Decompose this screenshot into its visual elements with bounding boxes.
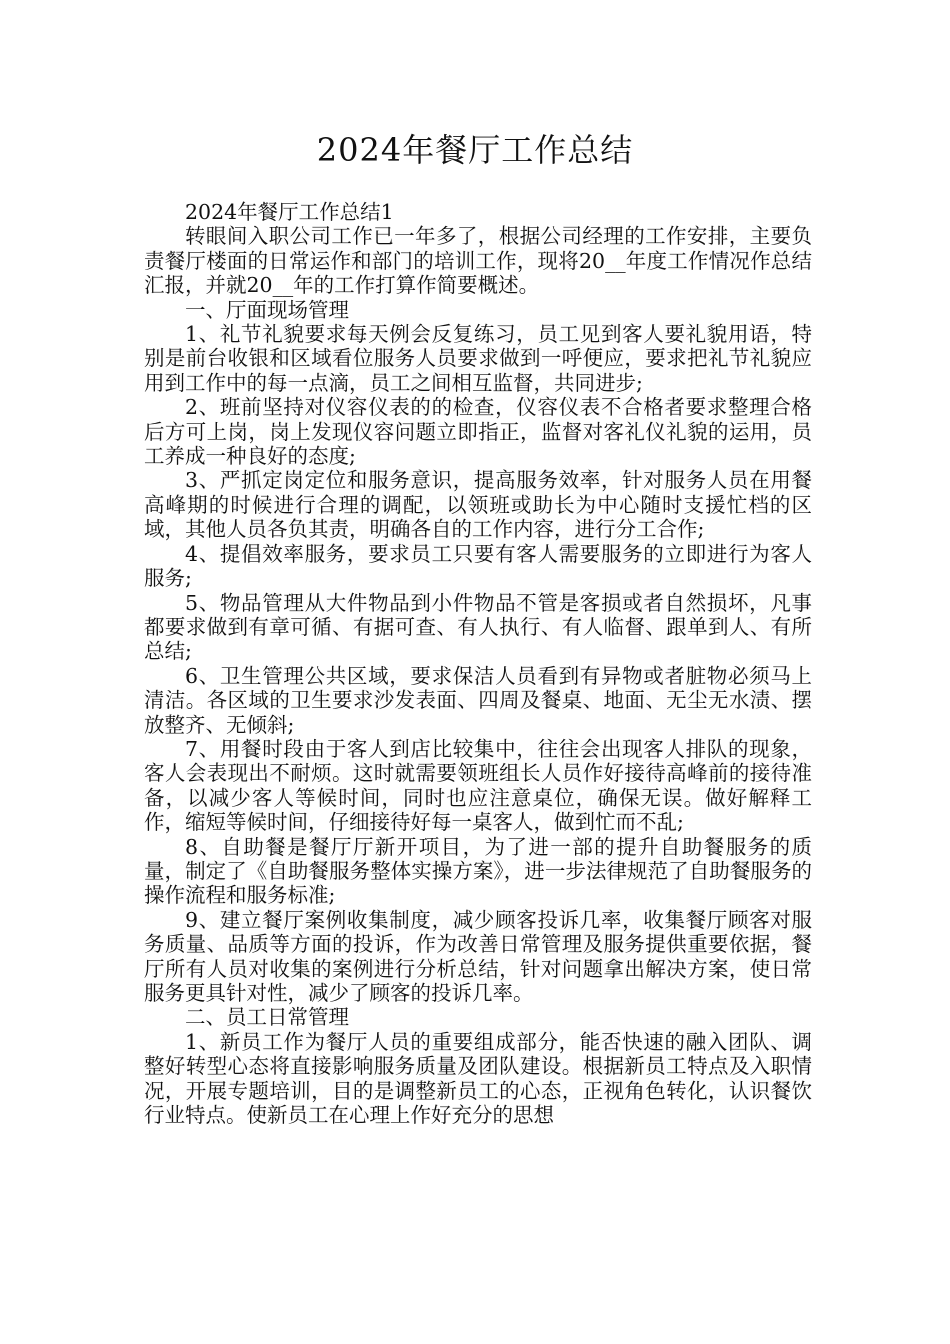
document-title: 2024年餐厅工作总结 <box>316 131 634 169</box>
list-item: 3、严抓定岗定位和服务意识，提高服务效率，针对服务人员在用餐高峰期的时候进行合理的调配，以领班或助长为中心随时支援忙档的区域，其他人员各负其责，明确各自的工作内容，进行分工合作; <box>144 468 812 542</box>
list-item: 5、物品管理从大件物品到小件物品不管是客损或者自然损坏，凡事都要求做到有章可循、有据可查、有人执行、有人临督、跟单到人、有所总结; <box>144 590 812 664</box>
document-body <box>144 200 812 1127</box>
list-item: 1、新员工作为餐厅人员的重要组成部分，能否快速的融入团队、调整好转型心态将直接影响服务质量及团队建设。根据新员工特点及入职情况，开展专题培训，目的是调整新员工的心态，正视角色转化，认识餐饮行业特点。使新员工在心理上作好充分的思想 <box>144 1029 812 1128</box>
section-heading: 二、员工日常管理 <box>185 1005 349 1030</box>
list-item: 4、提倡效率服务，要求员工只要有客人需要服务的立即进行为客人服务; <box>144 541 812 591</box>
section-heading: 一、厅面现场管理 <box>185 297 349 322</box>
list-item: 2、班前坚持对仪容仪表的的检查，仪容仪表不合格者要求整理合格后方可上岗，岗上发现仪容问题立即指正，监督对客礼仪礼貌的运用，员工养成一种良好的态度; <box>144 395 812 469</box>
section-heading: 2024年餐厅工作总结1 <box>185 200 394 224</box>
list-item: 9、建立餐厅案例收集制度，减少顾客投诉几率，收集餐厅顾客对服务质量、品质等方面的投诉，作为改善日常管理及服务提供重要依据，餐厅所有人员对收集的案例进行分析总结，针对问题拿出解决方案，使日常服务更具针对性，减少了顾客的投诉几率。 <box>144 907 812 1005</box>
list-item: 7、用餐时段由于客人到店比较集中，往往会出现客人排队的现象，客人会表现出不耐烦。这时就需要领班组长人员作好接待高峰前的接待准备，以减少客人等候时间，同时也应注意桌位，确保无误。做好解释工作，缩短等候时间，仔细接待好每一桌客人，做到忙而不乱; <box>144 736 812 835</box>
list-item: 1、礼节礼貌要求每天例会反复练习，员工见到客人要礼貌用语，特别是前台收银和区域看位服务人员要求做到一呼便应，要求把礼节礼貌应用到工作中的每一点滴，员工之间相互监督，共同进步; <box>144 322 812 395</box>
intro-paragraph: 转眼间入职公司工作已一年多了，根据公司经理的工作安排，主要负责餐厅楼面的日常运作和部门的培训工作，现将20__年度工作情况作总结汇报，并就20__年的工作打算作简要概述。 <box>144 224 812 298</box>
list-item: 8、自助餐是餐厅厅新开项目，为了进一部的提升自助餐服务的质量，制定了《自助餐服务整体实操方案》，进一步法律规范了自助餐服务的操作流程和服务标准; <box>144 834 812 908</box>
list-item: 6、卫生管理公共区域，要求保洁人员看到有异物或者脏物必须马上清洁。各区域的卫生要求沙发表面、四周及餐桌、地面、无尘无水渍、摆放整齐、无倾斜; <box>144 663 812 737</box>
